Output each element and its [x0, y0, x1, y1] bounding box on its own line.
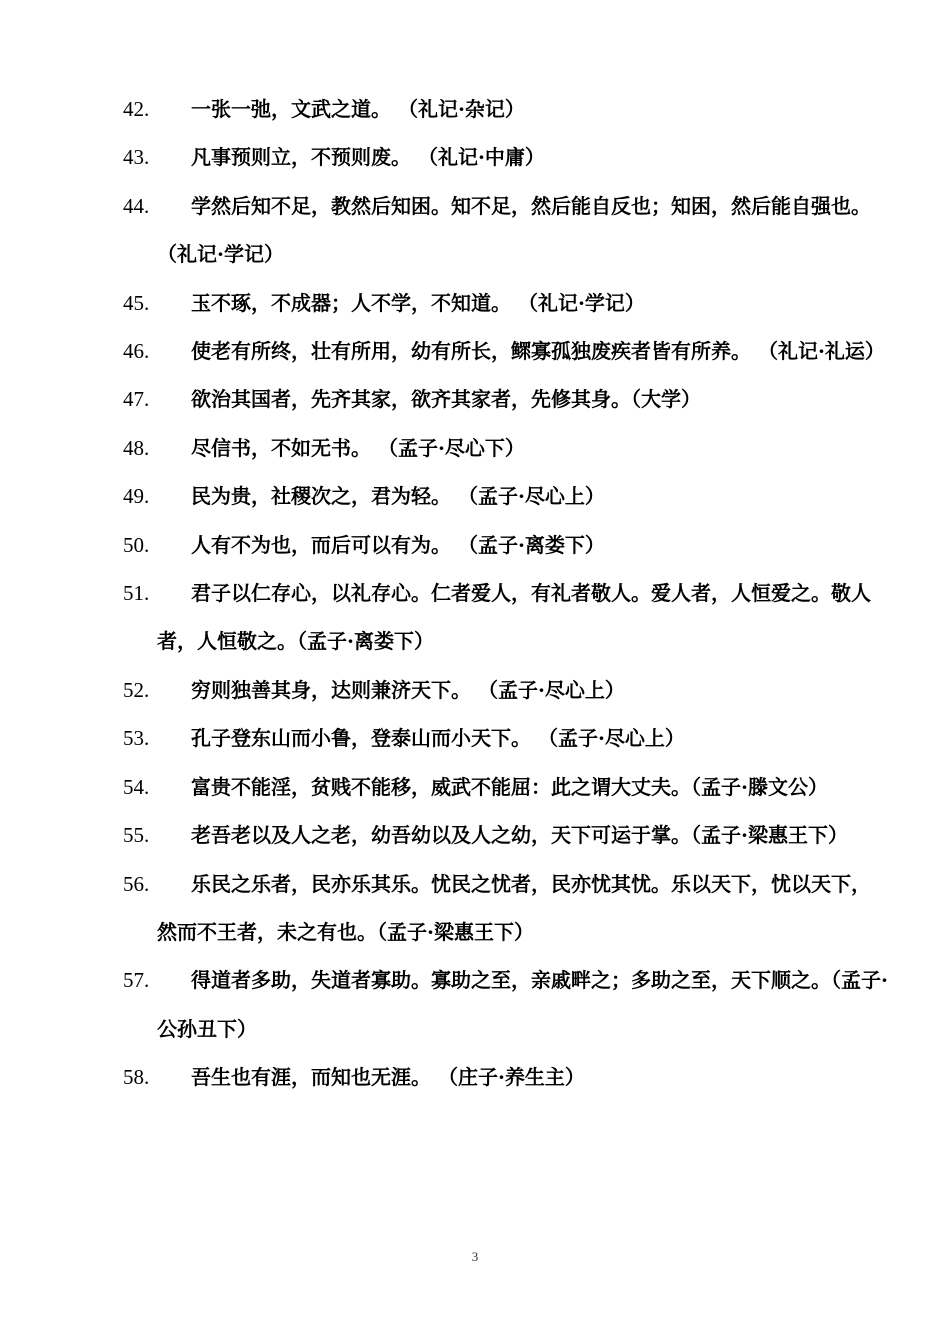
quote-entry	[0, 182, 950, 279]
entry-number: 53.	[123, 726, 150, 751]
entry-text: 凡事预则立，不预则废。 （礼记·中庸）	[191, 145, 545, 170]
entry-text: 欲治其国者，先齐其家，欲齐其家者，先修其身。（大学）	[191, 387, 701, 412]
entry-number: 45.	[123, 290, 150, 315]
entry-number: 55.	[123, 823, 150, 848]
quote-entry	[0, 1053, 950, 1101]
quote-entry	[0, 860, 950, 957]
entry-text: 乐民之乐者，民亦乐其乐。忧民之忧者，民亦忧其忧。乐以天下，忧以天下，然而不王者，未之有也。（孟子·梁惠王下）	[157, 871, 871, 944]
page-number: 3	[471, 1249, 479, 1264]
entry-number: 52.	[123, 677, 150, 702]
entry-number: 48.	[123, 435, 150, 460]
entry-number: 50.	[123, 532, 150, 557]
quote-entry	[0, 375, 950, 423]
entry-text: 一张一弛，文武之道。 （礼记·杂记）	[191, 97, 525, 121]
entry-text: 孔子登东山而小鲁，登泰山而小天下。 （孟子·尽心上）	[191, 726, 685, 751]
entry-text: 富贵不能淫，贫贱不能移，威武不能屈：此之谓大丈夫。（孟子·滕文公）	[191, 774, 828, 799]
quote-entry	[0, 424, 950, 472]
entry-text: 老吾老以及人之老，幼吾幼以及人之幼，天下可运于掌。（孟子·梁惠王下）	[191, 823, 848, 848]
entry-number: 56.	[123, 871, 150, 896]
entry-text: 吾生也有涯，而知也无涯。 （庄子·养生主）	[191, 1065, 585, 1090]
quote-entry	[0, 521, 950, 569]
entry-text: 君子以仁存心，以礼存心。仁者爱人，有礼者敬人。爱人者，人恒爱之。敬人者，人恒敬之。（孟子·离娄下）	[157, 581, 871, 654]
entry-number: 43.	[123, 145, 150, 170]
quote-entry	[0, 85, 950, 133]
quote-entry	[0, 666, 950, 714]
quote-entry	[0, 811, 950, 859]
entry-number: 57.	[123, 968, 150, 993]
quote-entry	[0, 133, 950, 181]
entry-number: 54.	[123, 774, 150, 799]
entry-text: 穷则独善其身，达则兼济天下。 （孟子·尽心上）	[191, 677, 625, 702]
entry-text: 得道者多助，失道者寡助。寡助之至，亲戚畔之；多助之至，天下顺之。（孟子·公孙丑下）	[157, 968, 888, 1041]
entry-number: 46.	[123, 339, 150, 364]
entry-text: 使老有所终，壮有所用，幼有所长，鳏寡孤独废疾者皆有所养。 （礼记·礼运）	[191, 339, 885, 364]
entry-number: 42.	[123, 97, 150, 121]
entry-text: 尽信书，不如无书。 （孟子·尽心下）	[191, 435, 525, 460]
quote-entry	[0, 569, 950, 666]
quote-entry	[0, 472, 950, 520]
entry-text: 人有不为也，而后可以有为。 （孟子·离娄下）	[191, 532, 605, 557]
entry-number: 51.	[123, 581, 150, 606]
quote-entry	[0, 714, 950, 762]
entry-text: 学然后知不足，教然后知困。知不足，然后能自反也；知困，然后能自强也。 （礼记·学记）	[157, 193, 871, 267]
entry-text: 民为贵，社稷次之，君为轻。 （孟子·尽心上）	[191, 484, 605, 509]
quote-entry	[0, 763, 950, 811]
entry-number: 44.	[123, 193, 150, 218]
entry-text: 玉不琢，不成器；人不学，不知道。 （礼记·学记）	[191, 290, 645, 315]
entry-number: 58.	[123, 1065, 150, 1090]
quote-entry	[0, 327, 950, 375]
quote-list	[0, 85, 950, 1102]
quote-entry	[0, 956, 950, 1053]
quote-entry	[0, 279, 950, 327]
entry-number: 49.	[123, 484, 150, 509]
entry-number: 47.	[123, 387, 150, 412]
